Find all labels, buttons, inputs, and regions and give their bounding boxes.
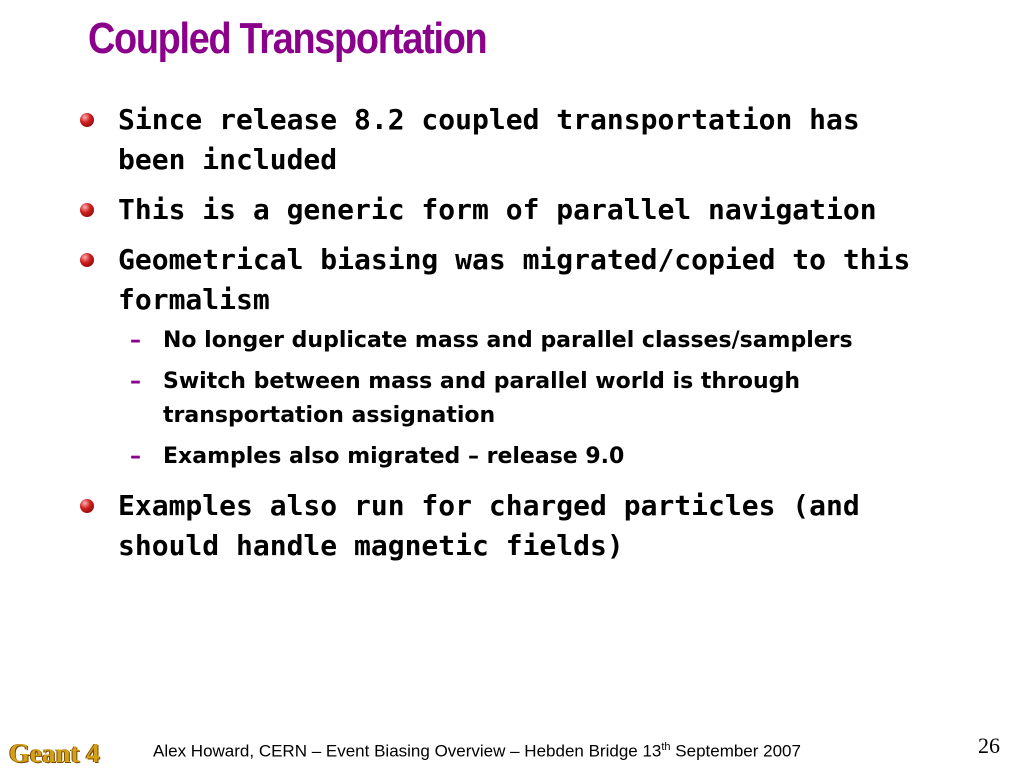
sub-bullet-item: [80, 365, 940, 433]
bullet-ball-icon: [80, 499, 94, 513]
bullet-item: [80, 190, 940, 230]
dash-icon: –: [130, 444, 141, 469]
bullet-ball-icon: [80, 113, 94, 127]
bullet-item: [80, 100, 940, 180]
sub-bullet-list: [80, 324, 940, 474]
bullet-text: Since release 8.2 coupled transportation has been included: [118, 103, 860, 176]
geant4-logo: Geant 4: [9, 738, 100, 768]
dash-icon: –: [130, 328, 141, 353]
bullet-text: Geometrical biasing was migrated/copied to this formalism: [118, 243, 911, 316]
page-number: 26: [978, 733, 1000, 758]
footer-superscript: th: [661, 741, 671, 753]
bullet-item: [80, 240, 940, 320]
bullet-text: This is a generic form of parallel navigation: [118, 193, 877, 226]
footer-caption: [153, 741, 801, 762]
sub-bullet-item: [80, 440, 940, 474]
sub-bullet-text: Examples also migrated – release 9.0: [163, 444, 625, 469]
bullet-item: [80, 486, 940, 566]
bullet-ball-icon: [80, 253, 94, 267]
dash-icon: –: [130, 369, 141, 394]
slide-content: [80, 100, 940, 576]
footer-caption-end: September 2007: [670, 741, 801, 761]
sub-bullet-text: Switch between mass and parallel world is through transportation assignation: [163, 369, 801, 428]
slide-title: Coupled Transportation: [88, 14, 487, 63]
bullet-ball-icon: [80, 203, 94, 217]
footer-caption-start: Alex Howard, CERN – Event Biasing Overview – Hebden Bridge 13: [153, 741, 662, 761]
bullet-text: Examples also run for charged particles (and should handle magnetic fields): [118, 489, 860, 562]
sub-bullet-text: No longer duplicate mass and parallel classes/samplers: [163, 328, 853, 353]
sub-bullet-item: [80, 324, 940, 358]
